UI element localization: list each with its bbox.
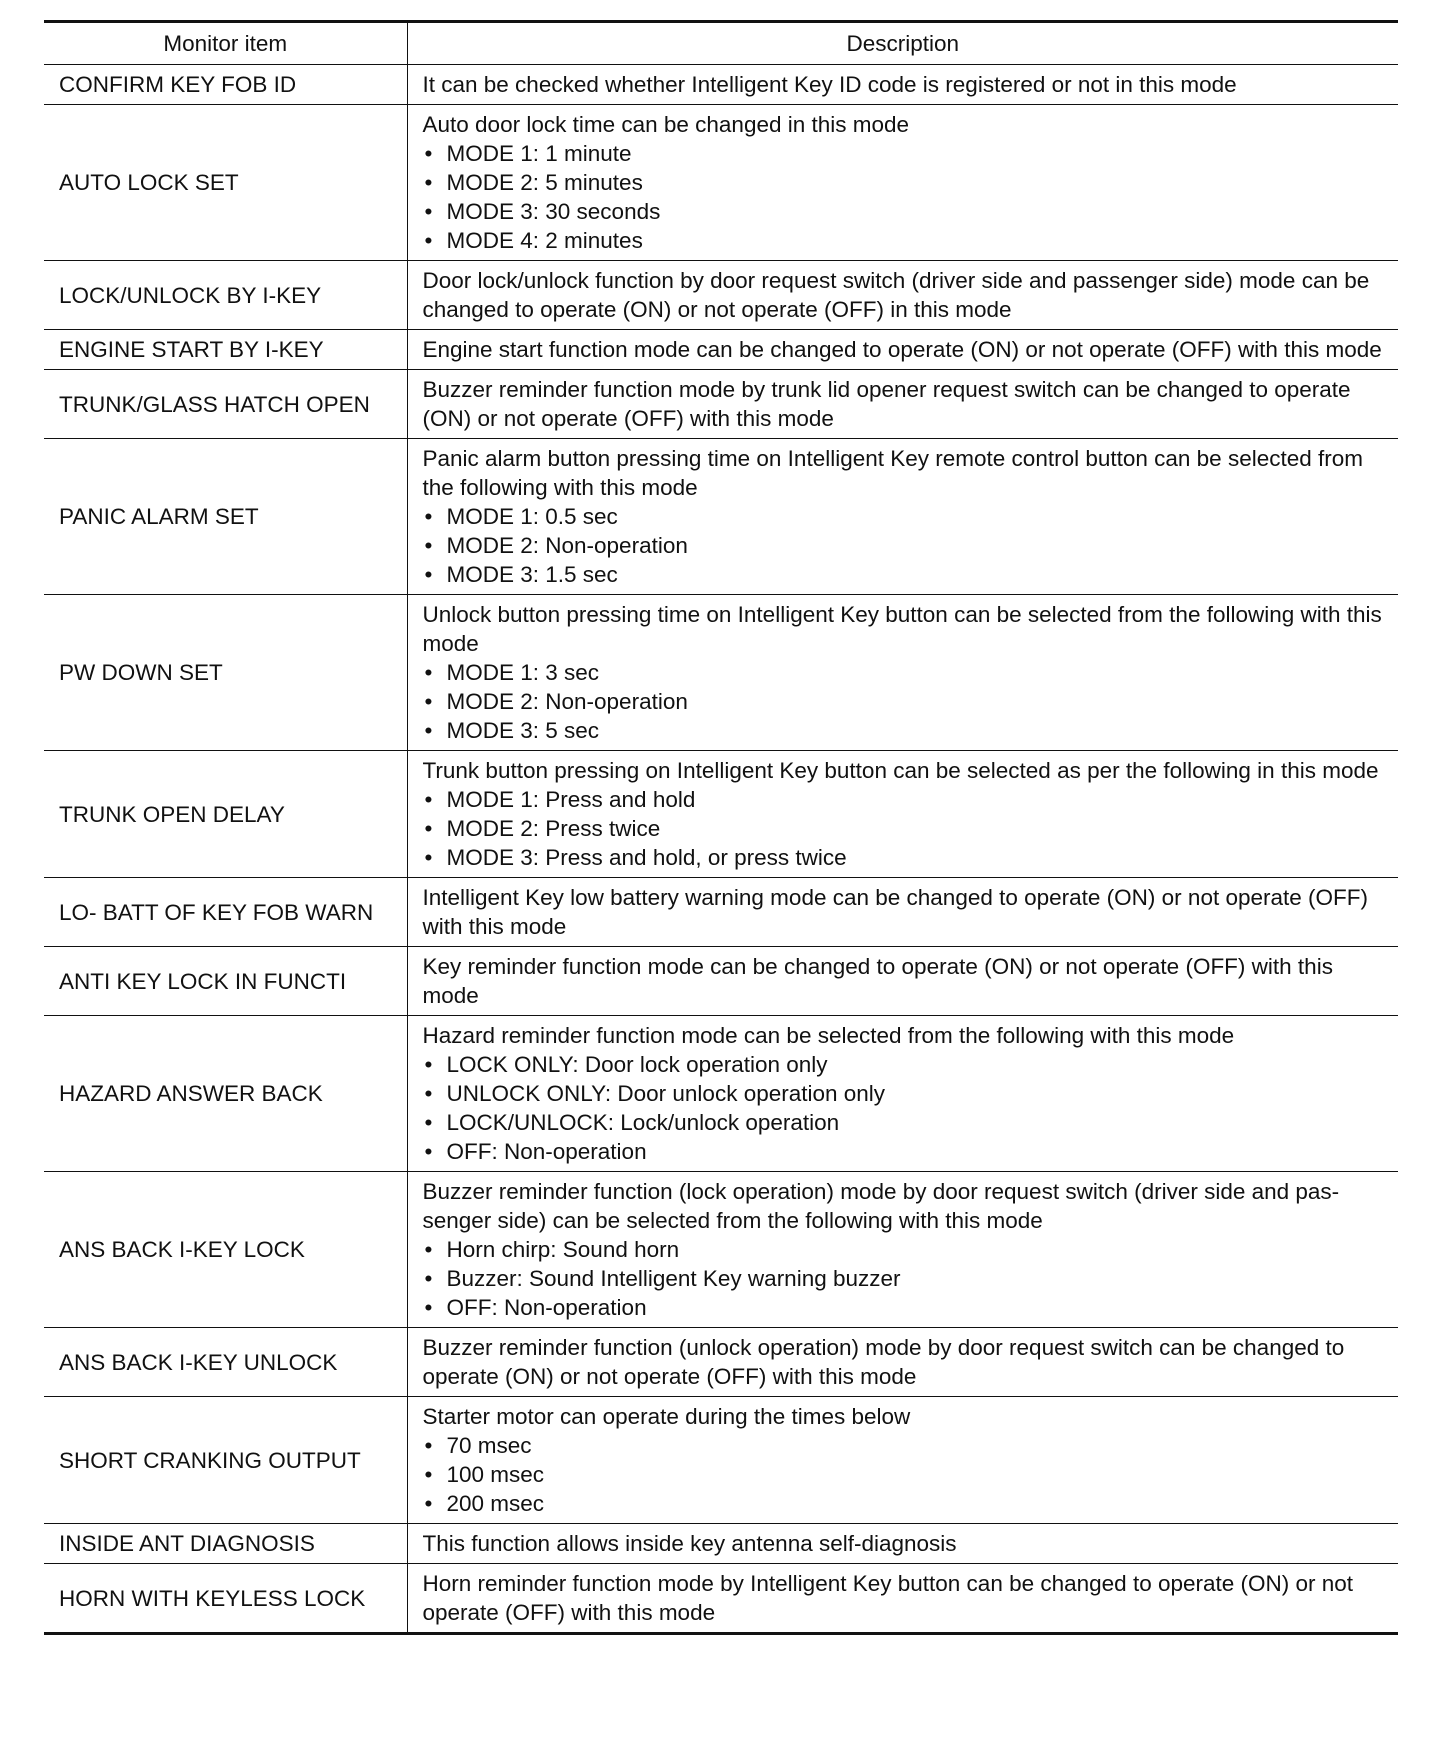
description-cell xyxy=(407,1524,1398,1564)
description-cell xyxy=(407,1397,1398,1524)
option-list-item: • 70 msec xyxy=(423,1431,1391,1460)
description-text: Auto door lock time can be changed in this mode xyxy=(422,112,910,137)
monitor-item-cell: LOCK/UNLOCK BY I-KEY xyxy=(44,261,407,330)
description-cell xyxy=(407,1328,1398,1397)
description-text: Key reminder function mode can be changed to operate (ON) or not operate (OFF) with this mode xyxy=(422,954,1333,1008)
option-list-item: • MODE 2: Press twice xyxy=(423,814,1391,843)
option-list-item: • MODE 3: 30 seconds xyxy=(423,197,1391,226)
monitor-item-table xyxy=(44,20,1398,1635)
monitor-item-cell: LO- BATT OF KEY FOB WARN xyxy=(44,878,407,947)
table-row xyxy=(44,330,1398,370)
table-header-row xyxy=(44,22,1398,65)
monitor-item-cell: CONFIRM KEY FOB ID xyxy=(44,65,407,105)
option-list xyxy=(423,139,1391,255)
option-list-item: • MODE 3: Press and hold, or press twice xyxy=(423,843,1391,872)
monitor-item-cell: TRUNK OPEN DELAY xyxy=(44,751,407,878)
description-cell xyxy=(407,370,1398,439)
table-row xyxy=(44,947,1398,1016)
description-cell xyxy=(407,105,1398,261)
table-row xyxy=(44,1524,1398,1564)
table-row xyxy=(44,370,1398,439)
description-cell xyxy=(407,878,1398,947)
description-cell xyxy=(407,439,1398,595)
option-list-item: • Horn chirp: Sound horn xyxy=(423,1235,1391,1264)
description-cell xyxy=(407,1564,1398,1634)
description-text: Trunk button pressing on Intelligent Key button can be selected as per the following in this mode xyxy=(422,758,1379,783)
option-list-item: • LOCK/UNLOCK: Lock/unlock operation xyxy=(423,1108,1391,1137)
option-list-item: • LOCK ONLY: Door lock operation only xyxy=(423,1050,1391,1079)
description-cell xyxy=(407,65,1398,105)
monitor-item-cell: AUTO LOCK SET xyxy=(44,105,407,261)
option-list-item: • MODE 2: Non-operation xyxy=(423,687,1391,716)
option-list-item: • MODE 1: 1 minute xyxy=(423,139,1391,168)
description-text: Door lock/unlock function by door request switch (driver side and passenger side) mode can be changed to operate (ON) or not operate (OFF) in this mode xyxy=(422,268,1370,322)
description-text: This function allows inside key antenna self-diagnosis xyxy=(422,1531,957,1556)
table-row xyxy=(44,1564,1398,1634)
table-body xyxy=(44,65,1398,1634)
table-row xyxy=(44,1172,1398,1328)
monitor-item-cell: ANS BACK I-KEY LOCK xyxy=(44,1172,407,1328)
table-row xyxy=(44,595,1398,751)
option-list-item: • MODE 3: 1.5 sec xyxy=(423,560,1391,589)
option-list-item: • OFF: Non-operation xyxy=(423,1137,1391,1166)
monitor-item-cell: ENGINE START BY I-KEY xyxy=(44,330,407,370)
monitor-item-cell: ANTI KEY LOCK IN FUNCTI xyxy=(44,947,407,1016)
option-list xyxy=(423,1235,1391,1322)
column-header-monitor-item: Monitor item xyxy=(44,22,407,65)
monitor-item-cell: PANIC ALARM SET xyxy=(44,439,407,595)
description-text: Intelligent Key low battery warning mode can be changed to operate (ON) or not operate (OFF) with this mode xyxy=(422,885,1368,939)
table-row xyxy=(44,105,1398,261)
option-list-item: • MODE 2: Non-operation xyxy=(423,531,1391,560)
description-text: Buzzer reminder function (lock operation) mode by door request switch (driver side and pas-senger side) can be selected from the following with this mode xyxy=(422,1179,1340,1233)
monitor-item-cell: ANS BACK I-KEY UNLOCK xyxy=(44,1328,407,1397)
option-list-item: • MODE 4: 2 minutes xyxy=(423,226,1391,255)
option-list-item: • MODE 3: 5 sec xyxy=(423,716,1391,745)
option-list-item: • Buzzer: Sound Intelligent Key warning buzzer xyxy=(423,1264,1391,1293)
column-header-description: Description xyxy=(407,22,1398,65)
description-text: Buzzer reminder function mode by trunk lid opener request switch can be changed to operate (ON) or not operate (OFF) with this mode xyxy=(422,377,1351,431)
description-text: Panic alarm button pressing time on Intelligent Key remote control button can be selected from the following with this mode xyxy=(422,446,1364,500)
option-list-item: • 100 msec xyxy=(423,1460,1391,1489)
description-cell xyxy=(407,1172,1398,1328)
description-text: Engine start function mode can be changed to operate (ON) or not operate (OFF) with this mode xyxy=(422,337,1382,362)
option-list-item: • OFF: Non-operation xyxy=(423,1293,1391,1322)
option-list-item: • MODE 1: 3 sec xyxy=(423,658,1391,687)
description-cell xyxy=(407,261,1398,330)
option-list xyxy=(423,785,1391,872)
description-text: Hazard reminder function mode can be selected from the following with this mode xyxy=(422,1023,1235,1048)
option-list-item: • MODE 1: Press and hold xyxy=(423,785,1391,814)
description-cell xyxy=(407,751,1398,878)
monitor-item-cell: TRUNK/GLASS HATCH OPEN xyxy=(44,370,407,439)
table-row xyxy=(44,878,1398,947)
option-list xyxy=(423,658,1391,745)
description-cell xyxy=(407,947,1398,1016)
description-text: Unlock button pressing time on Intelligent Key button can be selected from the following with this mode xyxy=(422,602,1382,656)
option-list-item: • MODE 1: 0.5 sec xyxy=(423,502,1391,531)
option-list-item: • UNLOCK ONLY: Door unlock operation only xyxy=(423,1079,1391,1108)
table-row xyxy=(44,1328,1398,1397)
option-list xyxy=(423,1050,1391,1166)
table-row xyxy=(44,1397,1398,1524)
description-text: Starter motor can operate during the times below xyxy=(422,1404,911,1429)
monitor-item-cell: HORN WITH KEYLESS LOCK xyxy=(44,1564,407,1634)
option-list-item: • MODE 2: 5 minutes xyxy=(423,168,1391,197)
table-row xyxy=(44,261,1398,330)
description-text: It can be checked whether Intelligent Key ID code is registered or not in this mode xyxy=(422,72,1237,97)
description-cell xyxy=(407,1016,1398,1172)
monitor-item-cell: PW DOWN SET xyxy=(44,595,407,751)
description-text: Buzzer reminder function (unlock operation) mode by door request switch can be changed to operate (ON) or not operate (OFF) with this mode xyxy=(422,1335,1345,1389)
table-row xyxy=(44,65,1398,105)
option-list xyxy=(423,1431,1391,1518)
table-row xyxy=(44,1016,1398,1172)
option-list xyxy=(423,502,1391,589)
description-cell xyxy=(407,595,1398,751)
monitor-item-cell: HAZARD ANSWER BACK xyxy=(44,1016,407,1172)
table-row xyxy=(44,439,1398,595)
description-text: Horn reminder function mode by Intelligent Key button can be changed to operate (ON) or not operate (OFF) with this mode xyxy=(422,1571,1354,1625)
option-list-item: • 200 msec xyxy=(423,1489,1391,1518)
monitor-item-cell: SHORT CRANKING OUTPUT xyxy=(44,1397,407,1524)
description-cell xyxy=(407,330,1398,370)
table-row xyxy=(44,751,1398,878)
monitor-item-cell: INSIDE ANT DIAGNOSIS xyxy=(44,1524,407,1564)
